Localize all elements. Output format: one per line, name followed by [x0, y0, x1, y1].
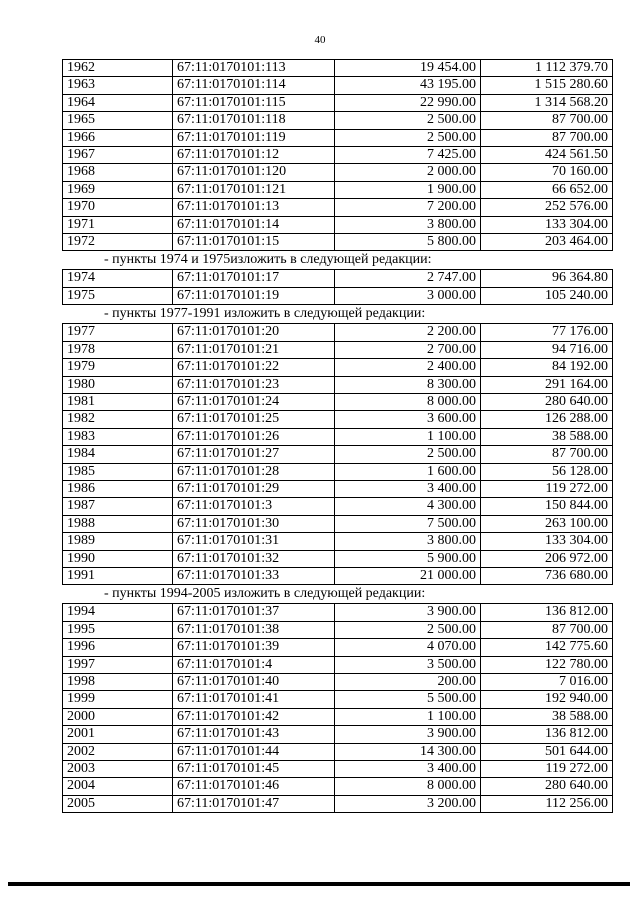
table-row	[63, 567, 613, 584]
amount-cell: 119 272.00	[481, 761, 613, 778]
item-number-cell: 1994	[63, 604, 173, 621]
amount-cell: 142 775.60	[481, 639, 613, 656]
item-number-cell: 1979	[63, 359, 173, 376]
item-number-cell: 1982	[63, 411, 173, 428]
cadastral-number-cell: 67:11:0170101:13	[173, 199, 335, 216]
cadastral-number-cell: 67:11:0170101:24	[173, 393, 335, 410]
table-row	[63, 446, 613, 463]
table-row	[63, 498, 613, 515]
area-cell: 7 200.00	[335, 199, 481, 216]
data-table	[62, 323, 613, 585]
cadastral-number-cell: 67:11:0170101:17	[173, 270, 335, 287]
document-table	[62, 59, 612, 813]
amount-cell: 263 100.00	[481, 515, 613, 532]
table-row	[63, 743, 613, 760]
item-number-cell: 2001	[63, 726, 173, 743]
cadastral-number-cell: 67:11:0170101:28	[173, 463, 335, 480]
item-number-cell: 2000	[63, 708, 173, 725]
item-number-cell: 1986	[63, 480, 173, 497]
amount-cell: 84 192.00	[481, 359, 613, 376]
cadastral-number-cell: 67:11:0170101:21	[173, 341, 335, 358]
cadastral-number-cell: 67:11:0170101:118	[173, 112, 335, 129]
area-cell: 4 300.00	[335, 498, 481, 515]
table-row	[63, 393, 613, 410]
table-row	[63, 324, 613, 341]
amount-cell: 38 588.00	[481, 428, 613, 445]
table-row	[63, 270, 613, 287]
item-number-cell: 1981	[63, 393, 173, 410]
cadastral-number-cell: 67:11:0170101:26	[173, 428, 335, 445]
area-cell: 2 000.00	[335, 164, 481, 181]
amount-cell: 87 700.00	[481, 129, 613, 146]
table-row	[63, 604, 613, 621]
amount-cell: 87 700.00	[481, 621, 613, 638]
area-cell: 19 454.00	[335, 60, 481, 77]
amount-cell: 424 561.50	[481, 147, 613, 164]
area-cell: 2 200.00	[335, 324, 481, 341]
amount-cell: 133 304.00	[481, 216, 613, 233]
cadastral-number-cell: 67:11:0170101:23	[173, 376, 335, 393]
item-number-cell: 1996	[63, 639, 173, 656]
table-row	[63, 515, 613, 532]
amount-cell: 736 680.00	[481, 567, 613, 584]
amount-cell: 1 314 568.20	[481, 94, 613, 111]
area-cell: 14 300.00	[335, 743, 481, 760]
cadastral-number-cell: 67:11:0170101:39	[173, 639, 335, 656]
table-row	[63, 639, 613, 656]
table-row	[63, 761, 613, 778]
area-cell: 3 400.00	[335, 761, 481, 778]
item-number-cell: 2003	[63, 761, 173, 778]
table-row	[63, 376, 613, 393]
cadastral-number-cell: 67:11:0170101:29	[173, 480, 335, 497]
table-section	[62, 585, 612, 813]
table-row	[63, 287, 613, 304]
table-row	[63, 359, 613, 376]
area-cell: 4 070.00	[335, 639, 481, 656]
item-number-cell: 1980	[63, 376, 173, 393]
area-cell: 1 900.00	[335, 181, 481, 198]
table-section	[62, 305, 612, 585]
cadastral-number-cell: 67:11:0170101:3	[173, 498, 335, 515]
area-cell: 3 500.00	[335, 656, 481, 673]
area-cell: 8 000.00	[335, 778, 481, 795]
table-row	[63, 778, 613, 795]
item-number-cell: 1997	[63, 656, 173, 673]
table-section	[62, 251, 612, 305]
area-cell: 5 900.00	[335, 550, 481, 567]
item-number-cell: 1989	[63, 533, 173, 550]
table-row	[63, 795, 613, 812]
amendment-note: - пункты 1994-2005 изложить в следующей редакции:	[104, 586, 426, 602]
table-row	[63, 533, 613, 550]
page-number: 40	[314, 34, 326, 46]
table-row	[63, 77, 613, 94]
cadastral-number-cell: 67:11:0170101:113	[173, 60, 335, 77]
cadastral-number-cell: 67:11:0170101:20	[173, 324, 335, 341]
area-cell: 3 600.00	[335, 411, 481, 428]
item-number-cell: 1984	[63, 446, 173, 463]
data-table	[62, 269, 613, 305]
table-row	[63, 147, 613, 164]
table-row	[63, 181, 613, 198]
table-row	[63, 164, 613, 181]
table-row	[63, 60, 613, 77]
cadastral-number-cell: 67:11:0170101:19	[173, 287, 335, 304]
item-number-cell: 1988	[63, 515, 173, 532]
area-cell: 3 800.00	[335, 216, 481, 233]
item-number-cell: 1978	[63, 341, 173, 358]
cadastral-number-cell: 67:11:0170101:119	[173, 129, 335, 146]
cadastral-number-cell: 67:11:0170101:27	[173, 446, 335, 463]
item-number-cell: 1999	[63, 691, 173, 708]
item-number-cell: 1970	[63, 199, 173, 216]
area-cell: 3 400.00	[335, 480, 481, 497]
amount-cell: 280 640.00	[481, 778, 613, 795]
amount-cell: 105 240.00	[481, 287, 613, 304]
table-row	[63, 691, 613, 708]
cadastral-number-cell: 67:11:0170101:4	[173, 656, 335, 673]
amount-cell: 1 515 280.60	[481, 77, 613, 94]
area-cell: 3 800.00	[335, 533, 481, 550]
area-cell: 3 900.00	[335, 726, 481, 743]
amount-cell: 192 940.00	[481, 691, 613, 708]
amount-cell: 87 700.00	[481, 112, 613, 129]
cadastral-number-cell: 67:11:0170101:41	[173, 691, 335, 708]
area-cell: 1 600.00	[335, 463, 481, 480]
item-number-cell: 2005	[63, 795, 173, 812]
data-table	[62, 603, 613, 813]
table-row	[63, 411, 613, 428]
table-row	[63, 199, 613, 216]
area-cell: 8 000.00	[335, 393, 481, 410]
amount-cell: 126 288.00	[481, 411, 613, 428]
item-number-cell: 2002	[63, 743, 173, 760]
amount-cell: 122 780.00	[481, 656, 613, 673]
table-row	[63, 656, 613, 673]
table-row	[63, 480, 613, 497]
table-row	[63, 708, 613, 725]
table-row	[63, 94, 613, 111]
item-number-cell: 1983	[63, 428, 173, 445]
area-cell: 5 500.00	[335, 691, 481, 708]
amount-cell: 206 972.00	[481, 550, 613, 567]
item-number-cell: 1968	[63, 164, 173, 181]
cadastral-number-cell: 67:11:0170101:15	[173, 234, 335, 251]
table-row	[63, 112, 613, 129]
area-cell: 21 000.00	[335, 567, 481, 584]
data-table	[62, 59, 613, 251]
cadastral-number-cell: 67:11:0170101:40	[173, 674, 335, 691]
area-cell: 7 500.00	[335, 515, 481, 532]
area-cell: 7 425.00	[335, 147, 481, 164]
area-cell: 1 100.00	[335, 428, 481, 445]
area-cell: 2 500.00	[335, 129, 481, 146]
cadastral-number-cell: 67:11:0170101:38	[173, 621, 335, 638]
area-cell: 22 990.00	[335, 94, 481, 111]
area-cell: 2 500.00	[335, 112, 481, 129]
item-number-cell: 1967	[63, 147, 173, 164]
area-cell: 43 195.00	[335, 77, 481, 94]
cadastral-number-cell: 67:11:0170101:37	[173, 604, 335, 621]
cadastral-number-cell: 67:11:0170101:30	[173, 515, 335, 532]
cadastral-number-cell: 67:11:0170101:42	[173, 708, 335, 725]
item-number-cell: 1971	[63, 216, 173, 233]
cadastral-number-cell: 67:11:0170101:25	[173, 411, 335, 428]
item-number-cell: 1987	[63, 498, 173, 515]
area-cell: 2 700.00	[335, 341, 481, 358]
area-cell: 2 500.00	[335, 446, 481, 463]
item-number-cell: 1977	[63, 324, 173, 341]
table-row	[63, 674, 613, 691]
amount-cell: 252 576.00	[481, 199, 613, 216]
amount-cell: 56 128.00	[481, 463, 613, 480]
cadastral-number-cell: 67:11:0170101:47	[173, 795, 335, 812]
cadastral-number-cell: 67:11:0170101:22	[173, 359, 335, 376]
amount-cell: 501 644.00	[481, 743, 613, 760]
amount-cell: 291 164.00	[481, 376, 613, 393]
amendment-note: - пункты 1977-1991 изложить в следующей редакции:	[104, 306, 426, 322]
item-number-cell: 1974	[63, 270, 173, 287]
area-cell: 2 400.00	[335, 359, 481, 376]
cadastral-number-cell: 67:11:0170101:33	[173, 567, 335, 584]
table-row	[63, 341, 613, 358]
table-row	[63, 463, 613, 480]
cadastral-number-cell: 67:11:0170101:120	[173, 164, 335, 181]
item-number-cell: 1985	[63, 463, 173, 480]
table-row	[63, 726, 613, 743]
item-number-cell: 1966	[63, 129, 173, 146]
cadastral-number-cell: 67:11:0170101:43	[173, 726, 335, 743]
cadastral-number-cell: 67:11:0170101:31	[173, 533, 335, 550]
table-section	[62, 59, 612, 251]
cadastral-number-cell: 67:11:0170101:32	[173, 550, 335, 567]
item-number-cell: 1963	[63, 77, 173, 94]
item-number-cell: 1995	[63, 621, 173, 638]
amount-cell: 87 700.00	[481, 446, 613, 463]
amount-cell: 280 640.00	[481, 393, 613, 410]
amount-cell: 66 652.00	[481, 181, 613, 198]
cadastral-number-cell: 67:11:0170101:12	[173, 147, 335, 164]
table-row	[63, 234, 613, 251]
amount-cell: 1 112 379.70	[481, 60, 613, 77]
item-number-cell: 1964	[63, 94, 173, 111]
item-number-cell: 2004	[63, 778, 173, 795]
cadastral-number-cell: 67:11:0170101:121	[173, 181, 335, 198]
area-cell: 2 500.00	[335, 621, 481, 638]
table-row	[63, 428, 613, 445]
amount-cell: 136 812.00	[481, 604, 613, 621]
area-cell: 2 747.00	[335, 270, 481, 287]
table-row	[63, 216, 613, 233]
item-number-cell: 1965	[63, 112, 173, 129]
item-number-cell: 1972	[63, 234, 173, 251]
amount-cell: 94 716.00	[481, 341, 613, 358]
amount-cell: 150 844.00	[481, 498, 613, 515]
table-row	[63, 129, 613, 146]
area-cell: 1 100.00	[335, 708, 481, 725]
item-number-cell: 1969	[63, 181, 173, 198]
area-cell: 5 800.00	[335, 234, 481, 251]
area-cell: 3 000.00	[335, 287, 481, 304]
area-cell: 3 900.00	[335, 604, 481, 621]
amount-cell: 119 272.00	[481, 480, 613, 497]
amendment-note: - пункты 1974 и 1975изложить в следующей редакции:	[104, 252, 432, 268]
cadastral-number-cell: 67:11:0170101:45	[173, 761, 335, 778]
item-number-cell: 1962	[63, 60, 173, 77]
amount-cell: 7 016.00	[481, 674, 613, 691]
item-number-cell: 1998	[63, 674, 173, 691]
cadastral-number-cell: 67:11:0170101:44	[173, 743, 335, 760]
amount-cell: 70 160.00	[481, 164, 613, 181]
cadastral-number-cell: 67:11:0170101:114	[173, 77, 335, 94]
table-row	[63, 621, 613, 638]
footer-rule	[8, 882, 630, 886]
cadastral-number-cell: 67:11:0170101:14	[173, 216, 335, 233]
item-number-cell: 1975	[63, 287, 173, 304]
amount-cell: 133 304.00	[481, 533, 613, 550]
amount-cell: 38 588.00	[481, 708, 613, 725]
area-cell: 8 300.00	[335, 376, 481, 393]
area-cell: 200.00	[335, 674, 481, 691]
amount-cell: 203 464.00	[481, 234, 613, 251]
item-number-cell: 1990	[63, 550, 173, 567]
cadastral-number-cell: 67:11:0170101:115	[173, 94, 335, 111]
amount-cell: 112 256.00	[481, 795, 613, 812]
table-row	[63, 550, 613, 567]
cadastral-number-cell: 67:11:0170101:46	[173, 778, 335, 795]
area-cell: 3 200.00	[335, 795, 481, 812]
amount-cell: 136 812.00	[481, 726, 613, 743]
item-number-cell: 1991	[63, 567, 173, 584]
amount-cell: 96 364.80	[481, 270, 613, 287]
amount-cell: 77 176.00	[481, 324, 613, 341]
